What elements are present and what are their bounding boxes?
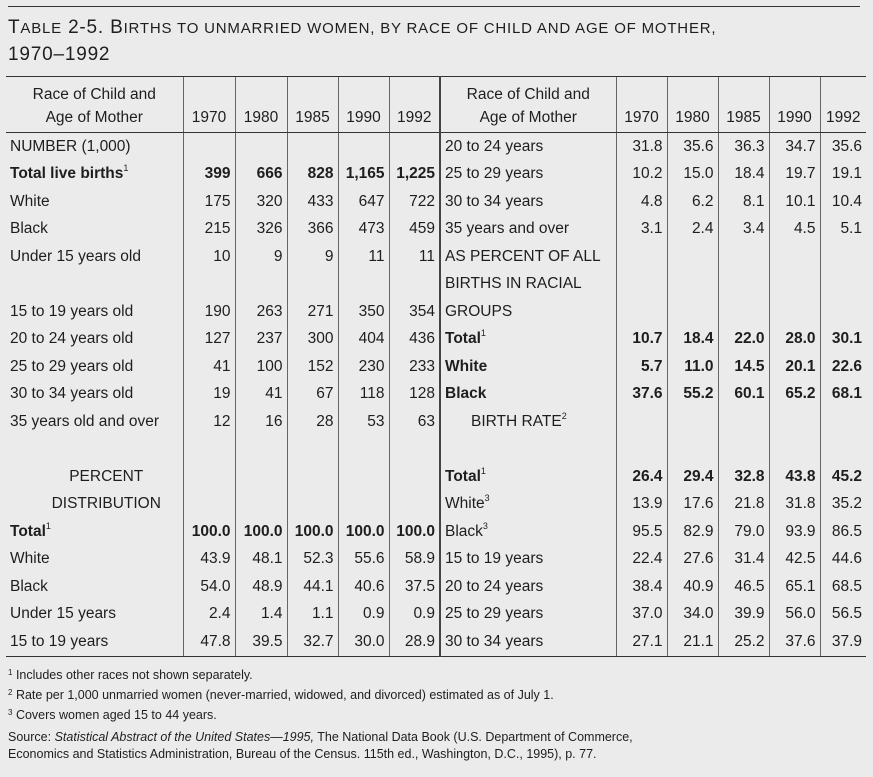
right-cell-1992: 35.2 — [820, 491, 866, 519]
right-cell-1992 — [820, 408, 866, 436]
right-cell-1992: 22.6 — [820, 353, 866, 381]
left-cell-1980: 326 — [235, 216, 287, 244]
right-year-1970: 1970 — [616, 77, 667, 133]
left-row-label-20-to-24-years-old: 20 to 24 years old — [10, 330, 134, 348]
right-row-label-25-to-29-years: 25 to 29 years — [440, 161, 616, 189]
right-cell-1992: 5.1 — [820, 216, 866, 244]
left-cell-1970: 127 — [183, 326, 235, 354]
right-cell-1990: 4.5 — [769, 216, 820, 244]
left-cell-1980: 237 — [235, 326, 287, 354]
right-cell-1990 — [769, 436, 820, 464]
right-cell-1985: 60.1 — [718, 381, 769, 409]
table-row — [6, 161, 866, 189]
left-cell-1992: 722 — [389, 188, 440, 216]
left-cell-1980: 9 — [235, 243, 287, 271]
left-cell-1992: 0.9 — [389, 601, 440, 629]
right-cell-1990: 65.1 — [769, 573, 820, 601]
left-cell-1970: 41 — [183, 353, 235, 381]
left-cell-1970: 54.0 — [183, 573, 235, 601]
left-row-label-black: Black — [10, 220, 48, 238]
left-cell-1970: 175 — [183, 188, 235, 216]
right-cell-1990: 19.7 — [769, 161, 820, 189]
right-cell-1990: 56.0 — [769, 601, 820, 629]
left-cell-1992: 11 — [389, 243, 440, 271]
left-cell-1980 — [235, 463, 287, 491]
right-cell-1992: 35.6 — [820, 133, 866, 161]
right-cell-1980 — [667, 298, 718, 326]
right-cell-1970: 22.4 — [616, 546, 667, 574]
left-cell-1985: 271 — [287, 298, 338, 326]
left-year-1980: 1980 — [235, 77, 287, 133]
right-cell-1970: 3.1 — [616, 216, 667, 244]
table-row — [6, 326, 866, 354]
left-row-label-distribution: DISTRIBUTION — [51, 495, 161, 513]
left-year-1985: 1985 — [287, 77, 338, 133]
left-cell-1990 — [338, 133, 389, 161]
footnote-marker: 2 — [561, 410, 567, 421]
left-row-label-number-1-000: NUMBER (1,000) — [10, 137, 131, 155]
table-row — [6, 436, 866, 464]
births-table — [6, 76, 866, 657]
left-cell-1992: 63 — [389, 408, 440, 436]
right-cell-1970: 27.1 — [616, 628, 667, 656]
right-row-label-black: Black — [440, 381, 616, 409]
right-cell-1980 — [667, 243, 718, 271]
left-cell-1985: 28 — [287, 408, 338, 436]
left-cell-1980 — [235, 491, 287, 519]
right-year-1985: 1985 — [718, 77, 769, 133]
right-cell-1992 — [820, 436, 866, 464]
left-cell-1992: 128 — [389, 381, 440, 409]
right-cell-1992: 45.2 — [820, 463, 866, 491]
left-cell-1970 — [183, 436, 235, 464]
right-cell-1980: 17.6 — [667, 491, 718, 519]
left-cell-1992: 459 — [389, 216, 440, 244]
left-cell-1990: 1,165 — [338, 161, 389, 189]
right-cell-1980 — [667, 271, 718, 299]
right-row-label-20-to-24-years: 20 to 24 years — [440, 573, 616, 601]
source-note: Source: Statistical Abstract of the United States—1995, The National Data Book (U.S. Department of Commerce, Economics and Statistics Administration, Bureau of the Census. 115th ed., Washington, D.C., 1995), p. 77. — [8, 729, 633, 761]
right-cell-1990: 37.6 — [769, 628, 820, 656]
left-cell-1985: 433 — [287, 188, 338, 216]
left-cell-1980: 39.5 — [235, 628, 287, 656]
right-cell-1992: 10.4 — [820, 188, 866, 216]
right-year-1992: 1992 — [820, 77, 866, 133]
footnote-1: $^1$ Includes other races not shown separately. — [8, 667, 253, 682]
left-cell-1992: 354 — [389, 298, 440, 326]
left-year-1990: 1990 — [338, 77, 389, 133]
left-cell-1980: 48.9 — [235, 573, 287, 601]
left-cell-1980: 100.0 — [235, 518, 287, 546]
footnote-marker: 3 — [484, 493, 490, 504]
left-cell-1985 — [287, 436, 338, 464]
right-year-1990: 1990 — [769, 77, 820, 133]
table-row — [6, 133, 866, 161]
right-cell-1985: 25.2 — [718, 628, 769, 656]
right-cell-1970: 10.2 — [616, 161, 667, 189]
left-cell-1985: 300 — [287, 326, 338, 354]
table-row — [6, 408, 866, 436]
right-cell-1985: 32.8 — [718, 463, 769, 491]
right-cell-1985: 31.4 — [718, 546, 769, 574]
left-year-1970: 1970 — [183, 77, 235, 133]
right-cell-1990: 65.2 — [769, 381, 820, 409]
right-cell-1992: 86.5 — [820, 518, 866, 546]
right-cell-1980: 6.2 — [667, 188, 718, 216]
right-cell-1980: 27.6 — [667, 546, 718, 574]
top-rule — [8, 6, 860, 7]
left-row-label-30-to-34-years-old: 30 to 34 years old — [10, 385, 134, 403]
right-row-label-15-to-19-years: 15 to 19 years — [440, 546, 616, 574]
right-cell-1985: 21.8 — [718, 491, 769, 519]
right-cell-1990 — [769, 243, 820, 271]
left-cell-1980: 41 — [235, 381, 287, 409]
left-row-label-15-to-19-years-old: 15 to 19 years old — [10, 302, 134, 320]
right-cell-1985: 79.0 — [718, 518, 769, 546]
right-cell-1990 — [769, 408, 820, 436]
right-cell-1992: 37.9 — [820, 628, 866, 656]
left-cell-1992: 436 — [389, 326, 440, 354]
right-cell-1970: 5.7 — [616, 353, 667, 381]
table-title — [8, 15, 863, 68]
left-cell-1992 — [389, 436, 440, 464]
right-cell-1992: 68.5 — [820, 573, 866, 601]
left-cell-1990: 0.9 — [338, 601, 389, 629]
left-cell-1990 — [338, 271, 389, 299]
left-row-label-blank — [6, 436, 183, 464]
left-cell-1992 — [389, 133, 440, 161]
right-cell-1980: 55.2 — [667, 381, 718, 409]
right-cell-1990: 20.1 — [769, 353, 820, 381]
left-cell-1985: 52.3 — [287, 546, 338, 574]
left-cell-1970 — [183, 271, 235, 299]
left-cell-1970 — [183, 491, 235, 519]
footnote-marker: 1 — [480, 328, 486, 339]
right-cell-1980: 18.4 — [667, 326, 718, 354]
right-cell-1992: 19.1 — [820, 161, 866, 189]
title-years: 1970–1992 — [8, 44, 111, 65]
left-cell-1970: 10 — [183, 243, 235, 271]
title-prefix: T — [8, 17, 21, 38]
table-row — [6, 381, 866, 409]
table-row — [6, 518, 866, 546]
right-row-label-30-to-34-years: 30 to 34 years — [440, 188, 616, 216]
right-cell-1985: 46.5 — [718, 573, 769, 601]
table-row — [6, 491, 866, 519]
right-cell-1970: 37.0 — [616, 601, 667, 629]
right-cell-1970: 38.4 — [616, 573, 667, 601]
left-row-label-blank — [6, 271, 183, 299]
left-cell-1980: 1.4 — [235, 601, 287, 629]
left-cell-1990: 55.6 — [338, 546, 389, 574]
right-cell-1985: 8.1 — [718, 188, 769, 216]
right-cell-1980 — [667, 436, 718, 464]
right-cell-1980: 2.4 — [667, 216, 718, 244]
left-cell-1980: 100 — [235, 353, 287, 381]
right-cell-1970 — [616, 243, 667, 271]
title-text: IRTHS TO UNMARRIED WOMEN, BY RACE OF CHILD AND AGE OF MOTHER, — [123, 20, 717, 37]
left-row-label-25-to-29-years-old: 25 to 29 years old — [10, 357, 134, 375]
table-row — [6, 243, 866, 271]
left-cell-1985: 828 — [287, 161, 338, 189]
left-cell-1992 — [389, 491, 440, 519]
table-row — [6, 628, 866, 656]
left-cell-1970 — [183, 133, 235, 161]
left-cell-1970 — [183, 463, 235, 491]
left-cell-1985: 9 — [287, 243, 338, 271]
footnote-marker: 3 — [482, 520, 488, 531]
left-row-label-under-15-years-old: Under 15 years old — [10, 247, 141, 265]
left-cell-1992: 58.9 — [389, 546, 440, 574]
right-cell-1990 — [769, 271, 820, 299]
left-row-label-white: White — [10, 192, 50, 210]
right-cell-1970: 95.5 — [616, 518, 667, 546]
left-cell-1990: 11 — [338, 243, 389, 271]
left-cell-1985: 44.1 — [287, 573, 338, 601]
left-cell-1985: 32.7 — [287, 628, 338, 656]
footnote-marker: 1 — [45, 520, 51, 531]
left-cell-1980 — [235, 271, 287, 299]
right-cell-1990 — [769, 298, 820, 326]
table-row — [6, 298, 866, 326]
left-row-label-total: Total$^1$ — [10, 520, 51, 540]
right-cell-1980: 21.1 — [667, 628, 718, 656]
right-cell-1980: 35.6 — [667, 133, 718, 161]
left-row-label-15-to-19-years: 15 to 19 years — [6, 628, 183, 656]
right-cell-1990: 10.1 — [769, 188, 820, 216]
right-cell-1970: 4.8 — [616, 188, 667, 216]
right-cell-1992: 68.1 — [820, 381, 866, 409]
footnotes — [8, 665, 863, 763]
right-cell-1992: 44.6 — [820, 546, 866, 574]
left-cell-1985: 100.0 — [287, 518, 338, 546]
left-cell-1990: 404 — [338, 326, 389, 354]
right-cell-1992 — [820, 298, 866, 326]
right-row-label-black: Black$^3$ — [440, 518, 616, 546]
left-cell-1980: 666 — [235, 161, 287, 189]
left-cell-1970: 100.0 — [183, 518, 235, 546]
right-cell-1985 — [718, 436, 769, 464]
left-cell-1990: 350 — [338, 298, 389, 326]
right-cell-1985 — [718, 243, 769, 271]
left-cell-1985 — [287, 271, 338, 299]
right-cell-1990: 93.9 — [769, 518, 820, 546]
header-row — [6, 77, 866, 133]
right-cell-1980: 11.0 — [667, 353, 718, 381]
right-cell-1985 — [718, 408, 769, 436]
right-cell-1980: 40.9 — [667, 573, 718, 601]
left-label-header: Race of Child and Age of Mother — [6, 77, 183, 133]
left-cell-1985 — [287, 463, 338, 491]
left-cell-1985: 1.1 — [287, 601, 338, 629]
left-cell-1980 — [235, 436, 287, 464]
left-cell-1970: 47.8 — [183, 628, 235, 656]
right-cell-1980: 82.9 — [667, 518, 718, 546]
right-cell-1970 — [616, 436, 667, 464]
right-cell-1992: 56.5 — [820, 601, 866, 629]
right-cell-1992 — [820, 243, 866, 271]
right-row-label-total: Total$^1$ — [440, 326, 616, 354]
right-cell-1980: 15.0 — [667, 161, 718, 189]
left-cell-1990 — [338, 436, 389, 464]
left-cell-1990: 118 — [338, 381, 389, 409]
footnote-2: $^2$ Rate per 1,000 unmarried women (never-married, widowed, and divorced) estimated as of July 1. — [8, 687, 554, 702]
right-cell-1985: 36.3 — [718, 133, 769, 161]
left-cell-1970: 215 — [183, 216, 235, 244]
right-cell-1970 — [616, 271, 667, 299]
left-cell-1985: 366 — [287, 216, 338, 244]
left-cell-1992: 28.9 — [389, 628, 440, 656]
left-cell-1990: 473 — [338, 216, 389, 244]
left-cell-1990: 230 — [338, 353, 389, 381]
left-row-label-percent: PERCENT — [69, 467, 144, 485]
table-row — [6, 188, 866, 216]
right-cell-1992 — [820, 271, 866, 299]
table-row — [6, 353, 866, 381]
title-initial: B — [110, 17, 124, 38]
left-cell-1985: 152 — [287, 353, 338, 381]
left-cell-1970: 12 — [183, 408, 235, 436]
left-cell-1992: 37.5 — [389, 573, 440, 601]
right-cell-1985: 22.0 — [718, 326, 769, 354]
left-cell-1970: 190 — [183, 298, 235, 326]
right-cell-1970: 26.4 — [616, 463, 667, 491]
right-row-label-total: Total$^1$ — [440, 463, 616, 491]
right-row-label-35-years-and-over: 35 years and over — [440, 216, 616, 244]
right-cell-1970: 31.8 — [616, 133, 667, 161]
table-row — [6, 216, 866, 244]
left-row-label-35-years-old-and-over: 35 years old and over — [10, 412, 160, 430]
left-row-label-under-15-years: Under 15 years — [10, 605, 116, 623]
right-row-label-births-in-racial: BIRTHS IN RACIAL — [440, 271, 616, 299]
left-cell-1990: 100.0 — [338, 518, 389, 546]
table-row — [6, 463, 866, 491]
right-row-label-birth-rate: BIRTH RATE$^2$ — [440, 408, 616, 436]
left-cell-1990 — [338, 463, 389, 491]
right-cell-1985 — [718, 298, 769, 326]
left-cell-1992: 1,225 — [389, 161, 440, 189]
left-cell-1990: 30.0 — [338, 628, 389, 656]
footnote-marker: 1 — [480, 465, 486, 476]
right-row-label-30-to-34-years: 30 to 34 years — [440, 628, 616, 656]
right-row-label-white: White$^3$ — [440, 491, 616, 519]
right-row-label-20-to-24-years: 20 to 24 years — [440, 133, 616, 161]
right-row-label-25-to-29-years: 25 to 29 years — [440, 601, 616, 629]
right-cell-1990: 34.7 — [769, 133, 820, 161]
left-cell-1985: 67 — [287, 381, 338, 409]
left-cell-1980: 263 — [235, 298, 287, 326]
right-cell-1970 — [616, 408, 667, 436]
right-cell-1970: 37.6 — [616, 381, 667, 409]
right-cell-1985: 18.4 — [718, 161, 769, 189]
left-cell-1980: 320 — [235, 188, 287, 216]
right-cell-1970 — [616, 298, 667, 326]
left-year-1992: 1992 — [389, 77, 440, 133]
right-cell-1992: 30.1 — [820, 326, 866, 354]
left-cell-1970: 399 — [183, 161, 235, 189]
left-cell-1985 — [287, 491, 338, 519]
left-cell-1990: 40.6 — [338, 573, 389, 601]
right-year-1980: 1980 — [667, 77, 718, 133]
left-row-label-white: White — [10, 550, 50, 568]
right-cell-1970: 13.9 — [616, 491, 667, 519]
left-cell-1992 — [389, 463, 440, 491]
right-cell-1980: 29.4 — [667, 463, 718, 491]
right-row-label-groups: GROUPS — [440, 298, 616, 326]
left-cell-1980: 48.1 — [235, 546, 287, 574]
table-row — [6, 573, 866, 601]
right-cell-1990: 28.0 — [769, 326, 820, 354]
right-row-label-white: White — [440, 353, 616, 381]
right-label-header: Race of Child and Age of Mother — [440, 77, 616, 133]
footnote-marker: 1 — [123, 163, 129, 174]
table-row — [6, 601, 866, 629]
table-row — [6, 546, 866, 574]
right-cell-1990: 31.8 — [769, 491, 820, 519]
left-cell-1980: 16 — [235, 408, 287, 436]
left-cell-1980 — [235, 133, 287, 161]
right-cell-1985: 39.9 — [718, 601, 769, 629]
right-row-label-blank — [440, 436, 616, 464]
left-cell-1990: 53 — [338, 408, 389, 436]
right-cell-1985 — [718, 271, 769, 299]
table-body — [6, 133, 866, 657]
right-cell-1985: 3.4 — [718, 216, 769, 244]
title-table-word: ABLE — [20, 20, 62, 37]
left-cell-1970: 43.9 — [183, 546, 235, 574]
left-cell-1985 — [287, 133, 338, 161]
left-cell-1970: 19 — [183, 381, 235, 409]
left-row-label-black: Black — [10, 577, 48, 595]
table-row — [6, 271, 866, 299]
left-cell-1990: 647 — [338, 188, 389, 216]
left-cell-1990 — [338, 491, 389, 519]
left-cell-1992 — [389, 271, 440, 299]
right-cell-1980: 34.0 — [667, 601, 718, 629]
left-cell-1992: 233 — [389, 353, 440, 381]
right-cell-1990: 42.5 — [769, 546, 820, 574]
right-cell-1985: 14.5 — [718, 353, 769, 381]
right-cell-1980 — [667, 408, 718, 436]
left-row-label-total-live-births: Total live births$^1$ — [10, 163, 129, 183]
right-cell-1990: 43.8 — [769, 463, 820, 491]
left-cell-1970: 2.4 — [183, 601, 235, 629]
footnote-3: $^3$ Covers women aged 15 to 44 years. — [8, 707, 217, 722]
right-row-label-as-percent-of-all: AS PERCENT OF ALL — [440, 243, 616, 271]
right-cell-1970: 10.7 — [616, 326, 667, 354]
left-cell-1992: 100.0 — [389, 518, 440, 546]
title-number: 2-5. — [68, 17, 105, 38]
